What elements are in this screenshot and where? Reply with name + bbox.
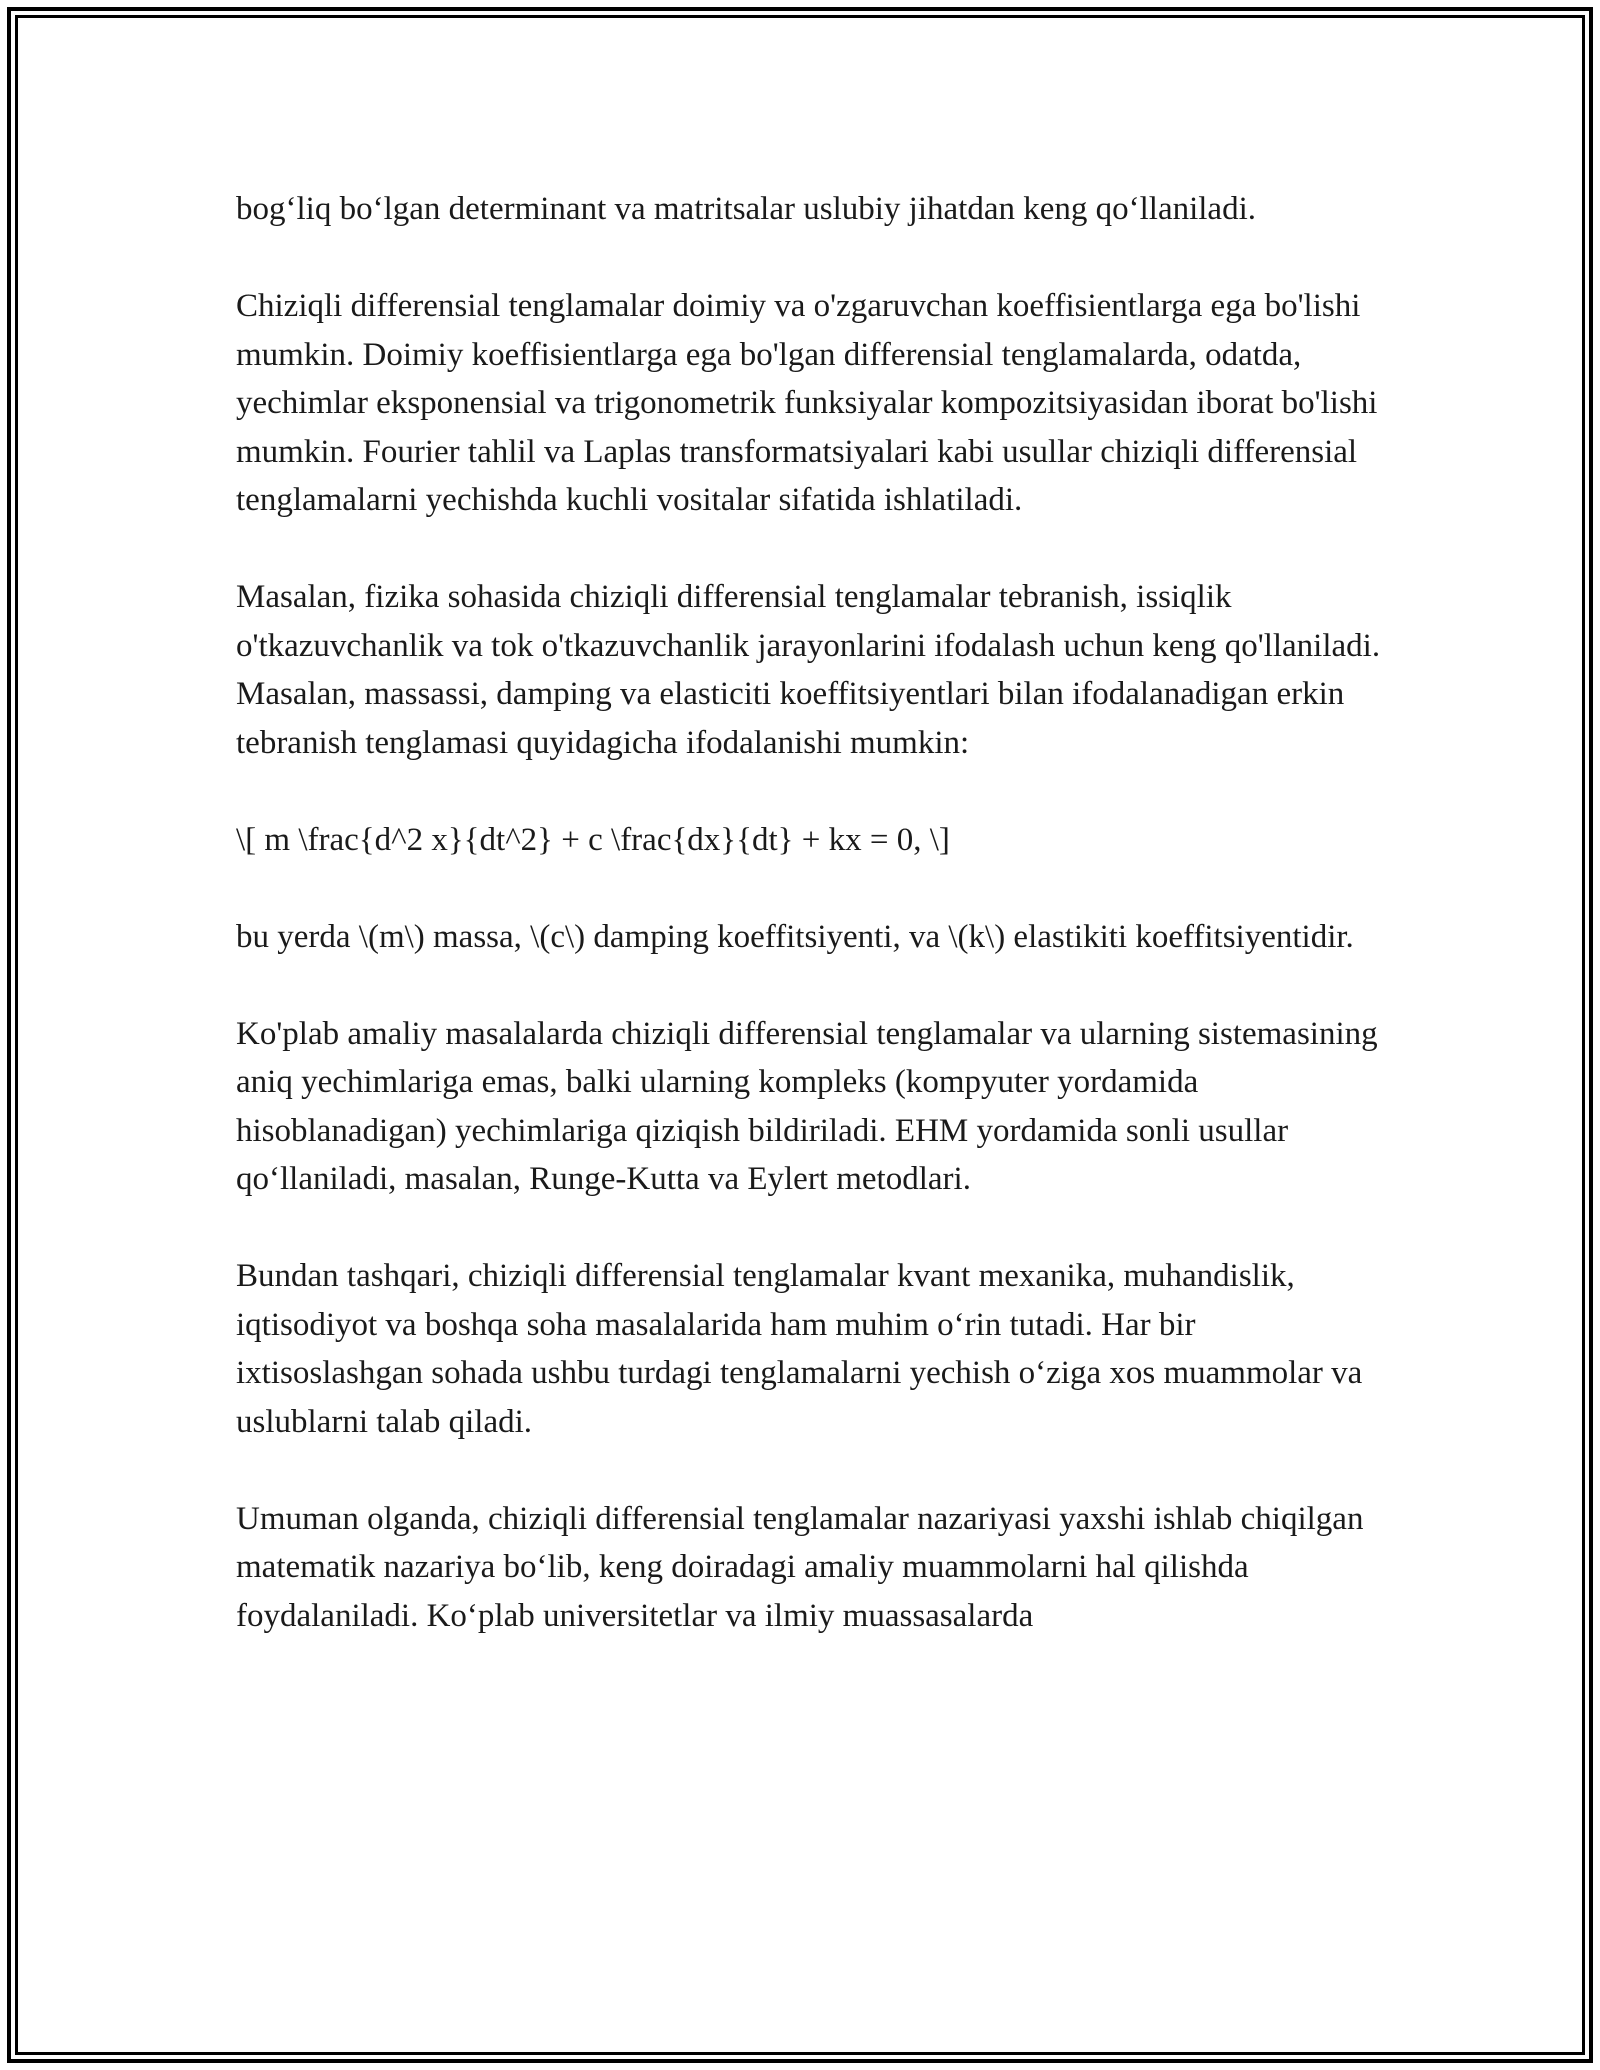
paragraph-numerical-methods: Ko'plab amaliy masalalarda chiziqli differensial tenglamalar va ularning sistemasining aniq yechimlariga emas, balki ularning kompleks (kompyuter yordamida hisoblanadigan) yechimlariga qiziqish bildiriladi. EHM yordamida sonli usullar qo‘llaniladi, masalan, Runge-Kutta va Eylert metodlari. [236,1015,1378,1197]
paragraph-conclusion: Umuman olganda, chiziqli differensial tenglamalar nazariyasi yaxshi ishlab chiqilgan matematik nazariya bo‘lib, keng doiradagi amaliy muammolarni hal qilishda foydalaniladi. Ko‘plab universitetlar va ilmiy muassasalarda [236,1500,1364,1634]
equation-oscillation: \[ m \frac{d^2 x}{dt^2} + c \frac{dx}{dt} + kx = 0, \] [236,821,950,858]
paragraph-applications: Bundan tashqari, chiziqli differensial tenglamalar kvant mexanika, muhandislik, iqtisodiyot va boshqa soha masalalarida ham muhim o‘rin tutadi. Har bir ixtisoslashgan sohada ushbu turdagi tenglamalarni yechish o‘ziga xos muammolar va uslublarni talab qiladi. [236,1258,1363,1440]
paragraph-variable-definitions: bu yerda \(m\) massa, \(c\) damping koeffitsiyenti, va \(k\) elastikiti koeffitsiyentidir. [236,918,1354,955]
document-body [236,185,1386,1689]
paragraph-coefficients: Chiziqli differensial tenglamalar doimiy va o'zgaruvchan koeffisientlarga ega bo'lishi mumkin. Doimiy koeffisientlarga ega bo'lgan differensial tenglamalarda, odatda, yechimlar eksponensial va trigonometrik funksiyalar kompozitsiyasidan iborat bo'lishi mumkin. Fourier tahlil va Laplas transformatsiyalari kabi usullar chiziqli differensial tenglamalarni yechishda kuchli vositalar sifatida ishlatiladi. [236,288,1378,518]
paragraph-physics-example: Masalan, fizika sohasida chiziqli differensial tenglamalar tebranish, issiqlik o'tkazuvchanlik va tok o'tkazuvchanlik jarayonlarini ifodalash uchun keng qo'llaniladi. Masalan, massassi, damping va elasticiti koeffitsiyentlari bilan ifodalanadigan erkin tebranish tenglamasi quyidagicha ifodalanishi mumkin: [236,579,1381,761]
paragraph-continuation: bog‘liq bo‘lgan determinant va matritsalar uslubiy jihatdan keng qo‘llaniladi. [236,191,1256,227]
